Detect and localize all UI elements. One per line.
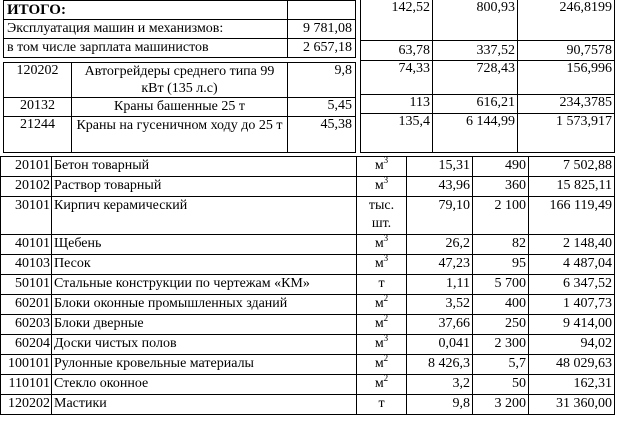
materials-table (0, 156, 615, 415)
material-unit (357, 295, 407, 315)
summary-value: 2 657,18 (288, 39, 356, 58)
machine-qty: 45,38 (288, 117, 356, 153)
material-price: 2 300 (473, 335, 529, 355)
unit-text: м (374, 296, 384, 311)
summary-values-block (360, 0, 614, 156)
material-unit (357, 395, 407, 415)
material-unit (357, 235, 407, 255)
table-row (1, 275, 615, 295)
material-total: 15 825,11 (529, 177, 615, 197)
material-code: 50101 (1, 275, 52, 295)
unit-exponent: 2 (383, 294, 389, 303)
unit-text-line2: шт. (371, 216, 392, 231)
unit-text: м (374, 178, 384, 193)
unit-text: т (378, 396, 385, 411)
material-name: Мастики (52, 395, 357, 415)
material-code: 40103 (1, 255, 52, 275)
material-price: 2 100 (473, 197, 529, 235)
unit-exponent: 3 (383, 176, 389, 185)
material-unit (357, 177, 407, 197)
material-price: 95 (473, 255, 529, 275)
machine-name: Краны башенные 25 т (72, 98, 288, 117)
machines-table (3, 62, 356, 153)
material-qty: 47,23 (407, 255, 473, 275)
unit-text: тыс. (368, 198, 395, 213)
material-unit (357, 315, 407, 335)
material-name: Доски чистых полов (52, 335, 357, 355)
unit-text: м (374, 158, 384, 173)
material-qty: 37,66 (407, 315, 473, 335)
material-unit (357, 255, 407, 275)
material-price: 5 700 (473, 275, 529, 295)
material-total: 4 487,04 (529, 255, 615, 275)
summary-c2: 800,93 (433, 0, 518, 40)
machine-c3: 234,3785 (518, 94, 615, 113)
material-total: 7 502,88 (529, 157, 615, 177)
machine-c2: 616,21 (433, 94, 518, 113)
material-total: 162,31 (529, 375, 615, 395)
summary-table (3, 0, 356, 58)
table-row (1, 295, 615, 315)
unit-exponent: 3 (383, 156, 389, 165)
material-code: 100101 (1, 355, 52, 375)
unit-exponent: 3 (383, 334, 389, 343)
unit-text: т (378, 276, 385, 291)
material-total: 166 119,49 (529, 197, 615, 235)
unit-text: м (374, 336, 384, 351)
table-row (1, 315, 615, 335)
material-total: 94,02 (529, 335, 615, 355)
material-price: 82 (473, 235, 529, 255)
machine-c2: 728,43 (433, 60, 518, 94)
material-total: 31 360,00 (529, 395, 615, 415)
machine-code: 120202 (4, 63, 72, 98)
material-total: 9 414,00 (529, 315, 615, 335)
material-name: Песок (52, 255, 357, 275)
summary-title: ИТОГО: (4, 1, 288, 20)
material-total: 6 347,52 (529, 275, 615, 295)
machine-c1: 74,33 (361, 60, 433, 94)
summary-value: 9 781,08 (288, 20, 356, 39)
summary-c1: 142,52 (361, 0, 433, 40)
machine-c3: 156,996 (518, 60, 615, 94)
material-price: 250 (473, 315, 529, 335)
table-row (1, 335, 615, 355)
material-qty: 0,041 (407, 335, 473, 355)
summary-c3: 90,7578 (518, 40, 615, 60)
unit-exponent: 3 (383, 234, 389, 243)
machine-c1: 113 (361, 94, 433, 113)
table-row (1, 157, 615, 177)
material-total: 48 029,63 (529, 355, 615, 375)
material-code: 60201 (1, 295, 52, 315)
material-qty: 1,11 (407, 275, 473, 295)
material-price: 360 (473, 177, 529, 197)
material-name: Кирпич керамический (52, 197, 357, 235)
unit-text: м (374, 256, 384, 271)
unit-exponent: 3 (383, 254, 389, 263)
machine-name: Автогрейдеры среднего типа 99 кВт (135 л.с) (72, 63, 288, 98)
material-qty: 8 426,3 (407, 355, 473, 375)
material-name: Стальные конструкции по чертежам «КМ» (52, 275, 357, 295)
material-code: 20101 (1, 157, 52, 177)
material-name: Раствор товарный (52, 177, 357, 197)
summary-c2: 337,52 (433, 40, 518, 60)
summary-values-table (360, 0, 615, 153)
material-qty: 9,8 (407, 395, 473, 415)
material-price: 400 (473, 295, 529, 315)
summary-label: в том числе зарплата машинистов (4, 39, 288, 58)
material-unit (357, 275, 407, 295)
unit-text: м (374, 316, 384, 331)
table-row (1, 197, 615, 235)
material-code: 110101 (1, 375, 52, 395)
unit-exponent: 2 (383, 354, 389, 363)
material-price: 5,7 (473, 355, 529, 375)
machine-code: 20132 (4, 98, 72, 117)
material-name: Стекло оконное (52, 375, 357, 395)
material-total: 1 407,73 (529, 295, 615, 315)
table-row (1, 255, 615, 275)
material-code: 60203 (1, 315, 52, 335)
material-qty: 3,2 (407, 375, 473, 395)
material-unit (357, 335, 407, 355)
machine-code: 21244 (4, 117, 72, 153)
machine-name: Краны на гусеничном ходу до 25 т (72, 117, 288, 153)
material-qty: 43,96 (407, 177, 473, 197)
material-qty: 26,2 (407, 235, 473, 255)
summary-label: Эксплуатация машин и механизмов: (4, 20, 288, 39)
material-name: Блоки дверные (52, 315, 357, 335)
material-unit (357, 375, 407, 395)
summary-c3: 246,8199 (518, 0, 615, 40)
machine-qty: 5,45 (288, 98, 356, 117)
material-name: Блоки оконные промышленных зданий (52, 295, 357, 315)
table-row (1, 355, 615, 375)
material-name: Бетон товарный (52, 157, 357, 177)
table-row (1, 235, 615, 255)
unit-exponent: 2 (383, 314, 389, 323)
summary-c1: 63,78 (361, 40, 433, 60)
material-total: 2 148,40 (529, 235, 615, 255)
material-code: 40101 (1, 235, 52, 255)
material-name: Щебень (52, 235, 357, 255)
material-qty: 79,10 (407, 197, 473, 235)
material-price: 490 (473, 157, 529, 177)
unit-text: м (374, 236, 384, 251)
machine-c2: 6 144,99 (433, 113, 518, 152)
material-code: 120202 (1, 395, 52, 415)
material-code: 60204 (1, 335, 52, 355)
unit-text: м (374, 356, 384, 371)
table-row (1, 375, 615, 395)
machine-c1: 135,4 (361, 113, 433, 152)
unit-text: м (374, 376, 384, 391)
table-row (1, 395, 615, 415)
material-price: 50 (473, 375, 529, 395)
material-name: Рулонные кровельные материалы (52, 355, 357, 375)
material-code: 20102 (1, 177, 52, 197)
machine-qty: 9,8 (288, 63, 356, 98)
material-qty: 15,31 (407, 157, 473, 177)
machine-c3: 1 573,917 (518, 113, 615, 152)
material-qty: 3,52 (407, 295, 473, 315)
table-row (1, 177, 615, 197)
material-unit (357, 355, 407, 375)
unit-exponent: 2 (383, 374, 389, 383)
material-unit (357, 157, 407, 177)
material-price: 3 200 (473, 395, 529, 415)
material-unit (357, 197, 407, 235)
material-code: 30101 (1, 197, 52, 235)
